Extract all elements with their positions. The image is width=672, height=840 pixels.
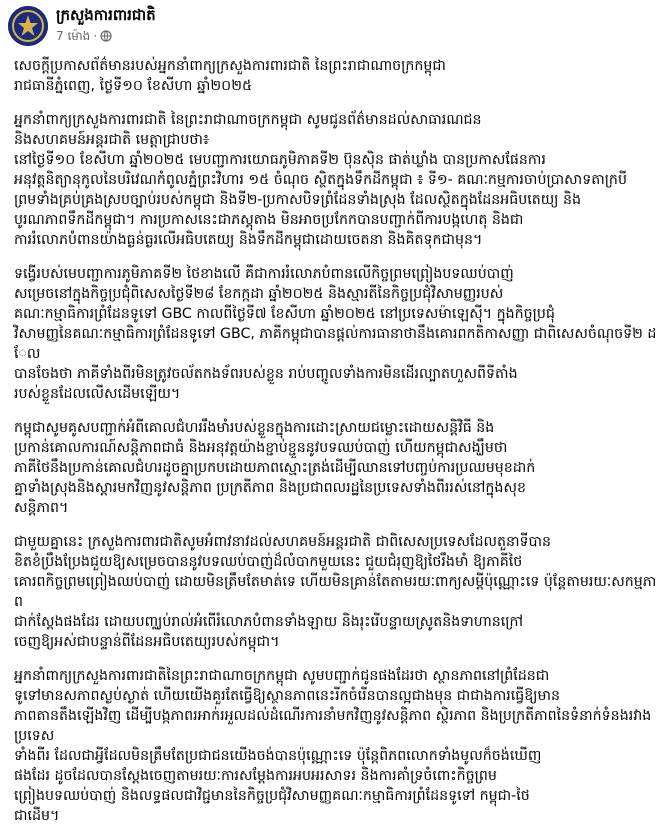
post-paragraph: កម្ពុជាសូមគូសបញ្ជាក់អំពីគោលជំហររឹងមាំរបស់ខ្លួនក្នុងការដោះស្រាយជម្លោះដោយសន្តិវិធី និង ប្រកាន់គោលការណ៍សន្តិភាពជាធំ និងអនុវត្តយ៉ាងខ្ជាប់ខ្ជួននូវបទឈប់បាញ់ ហើយកម្ពុជាសង្ឃឹមថា ភាគីថៃនឹងប្រកាន់គោលជំហរដូចគ្នាប្រកបដោយភាពស្មោះត្រង់ដើម្បីឈានទៅបញ្ចប់ការប្រឈមមុខដាក់ គ្នាទាំងស្រុងនិងស្តារមកវិញនូវសន្តិភាព ប្រក្រតីភាព និងប្រជាពលរដ្ឋនៃប្រទេសទាំងពីររស់នៅក្នុងសុខ សន្តិភាព។: [14, 420, 536, 516]
ministry-emblem-icon: [8, 6, 48, 46]
meta-separator: ·: [93, 29, 98, 43]
post-paragraph-title: សេចក្តីប្រកាសព័ត៌មានរបស់អ្នកនាំពាក្យក្រសួងការពារជាតិ នៃព្រះរាជាណាចក្រកម្ពុជា រាជធានីភ្នំពេញ, ថ្ងៃទី១០ ខែសីហា ឆ្នាំ២០២៥: [14, 58, 446, 94]
globe-icon[interactable]: [100, 30, 112, 45]
post-time[interactable]: 7 ម៉ោង: [56, 29, 91, 43]
post-paragraph: អ្នកនាំពាក្យក្រសួងការពារជាតិ នៃព្រះរាជាណាចក្រកម្ពុជា សូមជូនព័ត៌មានដល់សាធារណជន និងសហគមន៍អន្តរជាតិ មេត្តាជ្រាបថា៖ នៅថ្ងៃទី១០ ខែសីហា ឆ្នាំ២០២៥ មេបញ្ជាការយោធភូមិភាគទី២ ប៊ុនស៊ិន ផាត់ឃ្លាំង បានប្រកាសផែនការ អនុវត្តនិត្យានុកូលនៃបរិវេណកំពូលភ្នំព្រះវិហារ ១៥ ចំណុច ស្ថិតក្នុងទឹកដីកម្ពុជា ៖ ទី១- គណៈកម្មការចាប់ប្រាសាទតាក្របី ព្រមទាំងគ្រប់គ្រងស្របច្បាប់របស់កម្ពុជា និងទី២-ប្រកាសបិទព្រំដែនទាំងស្រុង ដែលស្ថិតក្នុងដែនអធិបតេយ្យ និង បូរណភាពទឹកដីកម្ពុជា។ ការប្រកាសនេះជាភស្តុតាង មិនអាចប្រកែកបានបញ្ជាក់ពីការបង្កហេតុ និងជា ការរំលោភបំពានយ៉ាងធ្ងន់ធ្ងរលើអធិបតេយ្យ និងទឹកដីកម្ពុជាដោយចេតនា និងគិតទុកជាមុន។: [14, 112, 627, 248]
post-paragraph: អ្នកនាំពាក្យក្រសួងការពារជាតិនៃព្រះរាជាណាចក្រកម្ពុជា សូមបញ្ជាក់ជូនផងដែរថា ស្ថានភាពនៅព្រំដែនជា ទូទៅមានសភាពស្ងប់ស្ងាត់ ហើយយើងគួរតែធ្វើឱ្យស្ថានភាពនេះរីកចំរើនបានល្អជាងមុន ជាជាងការធ្វើឱ្យមាន ភាពតានតឹងឡើងវិញ ដើម្បីបង្កភាពរអាក់រអួលដល់ដំណើរការនាំមកវិញនូវសន្តិភាព ស្ថិរភាព និងប្រក្រតីភាពនៃទំនាក់ទំនងរវាងប្រទេស ទាំងពីរ ដែលជាអ្វីដែលមិនត្រឹមតែប្រជាជនយើងចង់បានប៉ុណ្ណោះទេ ប៉ុន្តែពិភពលោកទាំងមូលក៏ចង់ឃើញ ផងដែរ ដូចដែលបានស្តែងចេញតាមរយៈការសម្តែងការអបអរសាទរ និងការគាំទ្រចំពោះកិច្ចព្រម ព្រៀងបទឈប់បាញ់ និងលទ្ធផលជាវិជ្ជមាននៃកិច្ចប្រជុំវិសាមញ្ញគណៈកម្មាធិការព្រំដែនទូទៅ កម្ពុជា-ថៃ ជាដើម។: [14, 668, 652, 824]
page-avatar[interactable]: [8, 6, 48, 46]
post-paragraph: ទង្វើរបស់មេបញ្ជាការភូមិភាគទី២ ថៃខាងលើ គឺជាការរំលោភបំពានលើកិច្ចព្រមព្រៀងបទឈប់បាញ់ សម្រេចនៅក្នុងកិច្ចប្រជុំពិសេសថ្ងៃទី២៨ ខែកក្កដា ឆ្នាំ២០២៥ និងស្មារតីនៃកិច្ចប្រជុំវិសាមញ្ញរបស់ គណៈកម្មាធិការព្រំដែនទូទៅ GBC កាលពីថ្ងៃទី៧ ខែសីហា ឆ្នាំ២០២៥ នៅប្រទេសម៉ាឡេស៊ី។ ក្នុងកិច្ចប្រជុំ វិសាមញ្ញនៃគណៈកម្មាធិការព្រំដែនទូទៅ GBC, ភាគីកម្ពុជាបានផ្តល់ការធានាថានឹងគោរពកតិកាសញ្ញា ជាពិសេសចំណុចទី២ ដែល បានចែងថា ភាគីទាំងពីរមិនត្រូវចល័តកងទ័ពរបស់ខ្លួន រាប់បញ្ចូលទាំងការមិនដើរល្បាតហួសពីទីតាំង របស់ខ្លួនដែលលើសដើមឡើយ។: [14, 266, 657, 402]
page-name[interactable]: ក្រសួងការពារជាតិ: [56, 6, 156, 24]
post-paragraph: ជាមួយគ្នានេះ ក្រសួងការពារជាតិសូមអំពាវនាវដល់សហគមន៍អន្តរជាតិ ជាពិសេសប្រទេសដែលតួនាទីបាន ខិតខំប្រឹងប្រែងជួយឱ្យសម្រេចបាននូវបទឈប់បាញ់ដ៏លំបាកមួយនេះ ជួយជំរុញឱ្យថៃរឹងមាំ ឱ្យភាគីថៃ គោរពកិច្ចព្រមព្រៀងឈប់បាញ់ ដោយមិនត្រឹមតែមាត់ទេ ហើយមិនគ្រាន់តែតាមរយៈពាក្យសម្តីប៉ុណ្ណោះទេ ប៉ុន្តែតាមរយៈសកម្មភាព ជាក់ស្តែងផងដែរ ដោយបញ្ឈប់រាល់អំពើរំលោភបំពានទាំងឡាយ និងរុះរើបន្ទាយស្រូតនិងទាហានក្រៅ ចេញឱ្យអស់ជាបន្ទាន់ពីដែនអធិបតេយ្យរបស់កម្ពុជា។: [14, 534, 657, 650]
post-body: [14, 56, 659, 840]
post-meta: [56, 28, 112, 46]
post-header: [0, 0, 672, 54]
